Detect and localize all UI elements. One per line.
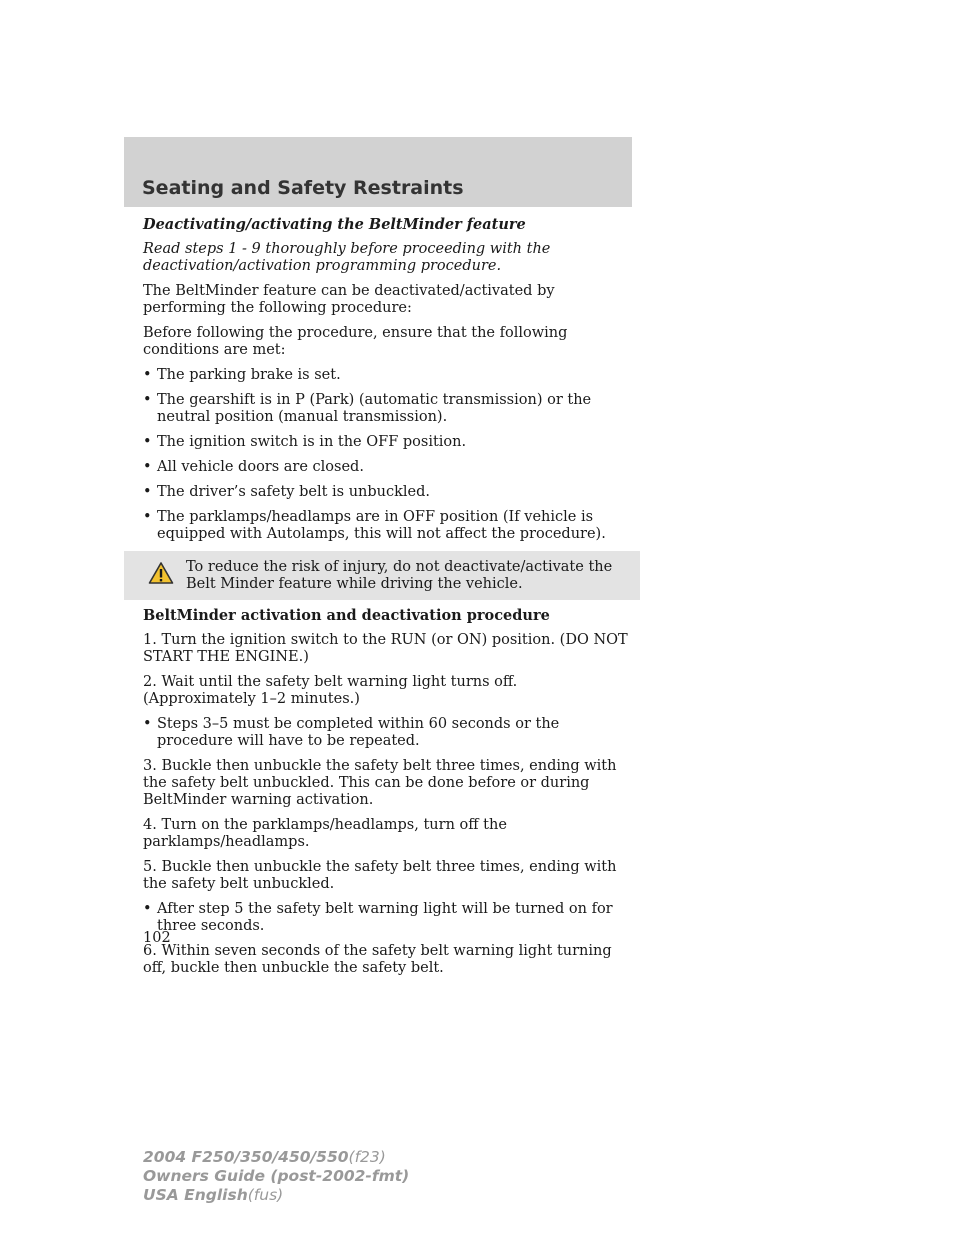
bullet-dot: • — [143, 367, 152, 383]
bullet-dot: • — [143, 459, 152, 475]
step-2: 2. Wait until the safety belt warning light turns off. (Approximately 1–2 minutes.) — [143, 674, 518, 707]
bullet-dot: • — [143, 484, 152, 500]
list-item: • The gearshift is in P (Park) (automatic transmission) or the neutral position (manual transmission). — [143, 392, 592, 425]
step-1: 1. Turn the ignition switch to the RUN (or ON) position. (DO NOT START THE ENGINE.) — [143, 632, 628, 665]
list-item: • The driver’s safety belt is unbuckled. — [143, 484, 431, 500]
list-item: • All vehicle doors are closed. — [143, 459, 364, 475]
section-heading: Deactivating/activating the BeltMinder feature — [143, 216, 526, 233]
footer-line-language: USA English(fus) — [143, 1186, 284, 1204]
step-3: 3. Buckle then unbuckle the safety belt three times, ending with the safety belt unbuckled. This can be done before or during BeltMinder warning activation. — [143, 758, 617, 808]
step-5: 5. Buckle then unbuckle the safety belt three times, ending with the safety belt unbuckled. — [143, 859, 617, 892]
section-header-band — [124, 137, 632, 207]
warning-box — [124, 551, 640, 600]
document-footer — [143, 1148, 409, 1205]
paragraph-feature: The BeltMinder feature can be deactivated/activated by performing the following procedure: — [143, 283, 555, 316]
timing-note-list — [143, 716, 632, 750]
bullet-dot: • — [143, 509, 152, 525]
list-item: • Steps 3–5 must be completed within 60 seconds or the procedure will have to be repeated. — [143, 716, 560, 749]
warning-text: To reduce the risk of injury, do not deactivate/activate the Belt Minder feature while driving the vehicle. — [186, 559, 613, 592]
warning-triangle-icon — [148, 561, 174, 585]
step5-note-list — [143, 901, 632, 935]
footer-line-model: 2004 F250/350/450/550(f23) — [143, 1148, 386, 1166]
list-item: • The parklamps/headlamps are in OFF position (If vehicle is equipped with Autolamps, this will not affect the procedure). — [143, 509, 606, 542]
bullet-dot: • — [143, 716, 152, 732]
section-title: Seating and Safety Restraints — [142, 177, 464, 199]
page-content — [143, 216, 632, 985]
bullet-dot: • — [143, 392, 152, 408]
intro-note: Read steps 1 - 9 thoroughly before proceeding with the deactivation/activation programming procedure. — [143, 241, 551, 274]
paragraph-conditions-intro: Before following the procedure, ensure that the following conditions are met: — [143, 325, 568, 358]
conditions-list — [143, 367, 632, 543]
step-6: 6. Within seven seconds of the safety belt warning light turning off, buckle then unbuckle the safety belt. — [143, 943, 612, 976]
step-4: 4. Turn on the parklamps/headlamps, turn off the parklamps/headlamps. — [143, 817, 507, 850]
list-item: • The ignition switch is in the OFF position. — [143, 434, 467, 450]
bullet-dot: • — [143, 434, 152, 450]
procedure-heading: BeltMinder activation and deactivation procedure — [143, 607, 550, 624]
list-item: • The parking brake is set. — [143, 367, 341, 383]
list-item: • After step 5 the safety belt warning light will be turned on for three seconds. — [143, 901, 613, 934]
page-number: 102 — [143, 930, 171, 946]
footer-line-guide: Owners Guide (post-2002-fmt) — [143, 1167, 410, 1185]
bullet-dot: • — [143, 901, 152, 917]
